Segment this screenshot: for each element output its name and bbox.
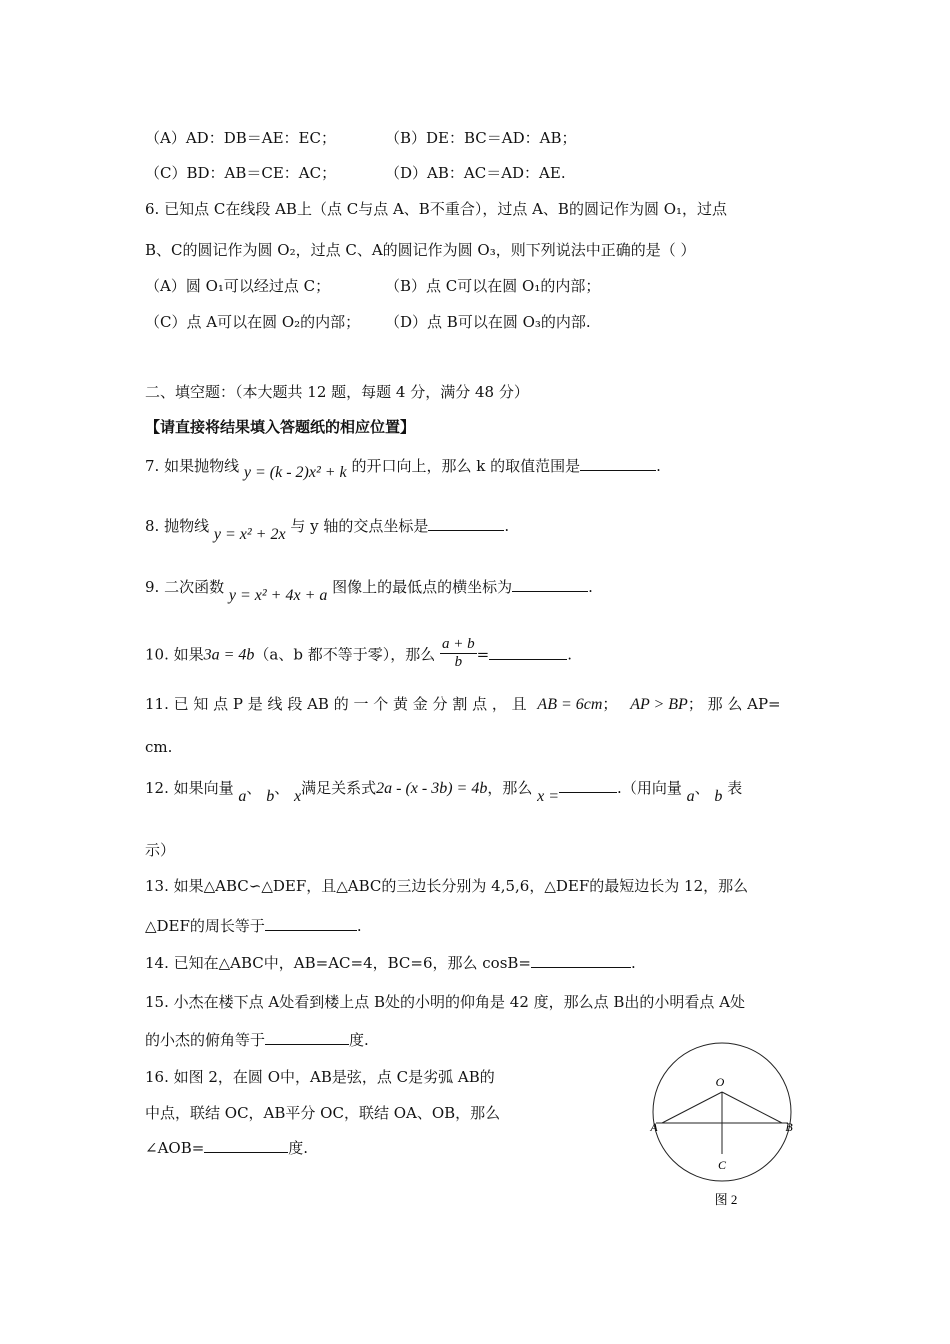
q12-formula: 2a - (x - 3b) = 4b (376, 780, 488, 797)
q8-suffix: 与 y 轴的交点坐标是 (290, 517, 429, 535)
q12-line2: 示） (145, 841, 176, 859)
q5-option-d: （D）AB：AC＝AD：AE. (385, 164, 566, 182)
q12-tail: 表 (727, 779, 743, 797)
q15-text: 的小杰的俯角等于 (145, 1031, 266, 1049)
q14 (145, 953, 636, 973)
q12-vector-a2: a (686, 788, 695, 805)
q5-option-a: （A）AD：DB＝AE：EC； (145, 129, 336, 147)
q8-formula: y = x² + 2x (213, 526, 286, 543)
q11-unit: cm. (145, 738, 173, 756)
q10-formula: 3a = 4b (203, 646, 255, 664)
q9-end: . (588, 578, 593, 596)
q12-dun3: 、 (694, 779, 710, 797)
q7-formula: y = (k - 2)x² + k (243, 464, 347, 481)
q11-separator: ； (602, 695, 618, 713)
q16-line2: 中点，联结 OC，AB平分 OC，联结 OA、OB，那么 (145, 1104, 501, 1122)
q15-line2 (145, 1030, 369, 1050)
q16-end: 度. (288, 1139, 309, 1157)
q13-answer-blank[interactable] (265, 916, 357, 931)
q11-tail: ； 那 么 AP= (687, 695, 781, 713)
q16-line1: 16. 如图 2，在圆 O中，AB是弦，点 C是劣弧 AB的 (145, 1068, 495, 1086)
label-a: A (650, 1120, 658, 1134)
section2-note: 【请直接将结果填入答题纸的相应位置】 (145, 418, 416, 436)
q8 (145, 516, 510, 543)
q6-stem-line2: B、C的圆记作为圆 O₂，过点 C、A的圆记作为圆 O₃，则下列说法中正确的是（ ） (145, 241, 696, 259)
q6-stem-line1: 6. 已知点 C在线段 AB上（点 C与点 A、B不重合），过点 A、B的圆记作为圆 O₁，过点 (145, 200, 728, 218)
section2-title: 二、填空题：（本大题共 12 题，每题 4 分，满分 48 分） (145, 383, 529, 401)
q5-option-b: （B）DE：BC＝AD：AB； (385, 129, 577, 147)
q13-end: . (356, 917, 362, 935)
q9-formula: y = x² + 4x + a (228, 587, 328, 604)
q11 (145, 694, 781, 715)
q5-option-c: （C）BD：AB＝CE：AC； (145, 164, 337, 182)
q10-fraction (440, 636, 477, 671)
q10-fraction-denominator: b (454, 654, 463, 670)
q12-vector-a: a (238, 788, 247, 805)
q7-answer-blank[interactable] (580, 456, 656, 471)
q9-answer-blank[interactable] (512, 577, 588, 592)
q16-line3 (145, 1138, 308, 1158)
q14-text: 14. 已知在△ABC中，AB=AC=4，BC=6，那么 cosB= (145, 954, 531, 972)
q9-prefix: 9. 二次函数 (145, 578, 225, 596)
q10-equals: = (476, 645, 490, 664)
figure-caption: 图 2 (714, 1192, 738, 1207)
q11-formula-ap-bp: AP > BP (630, 696, 688, 713)
q11-formula-ab: AB = 6cm (537, 696, 603, 713)
q7-suffix: 的开口向上，那么 k 的取值范围是 (351, 457, 581, 475)
q9 (145, 577, 593, 604)
q16-answer-blank[interactable] (204, 1138, 288, 1153)
q15-answer-blank[interactable] (265, 1030, 349, 1045)
q6-option-c: （C）点 A可以在圆 O₂的内部； (145, 313, 361, 331)
q14-answer-blank[interactable] (531, 953, 631, 968)
q12-prefix: 12. 如果向量 (145, 779, 234, 797)
q10-answer-blank[interactable] (489, 645, 567, 660)
q10-end: . (567, 645, 573, 664)
q6-option-d: （D）点 B可以在圆 O₃的内部. (385, 313, 591, 331)
q12-answer-blank[interactable] (559, 778, 617, 793)
q10-fraction-numerator: a + b (442, 636, 475, 652)
q13-text: △DEF的周长等于 (145, 917, 265, 935)
q12-vector-x: x (294, 788, 302, 805)
q8-prefix: 8. 抛物线 (145, 517, 210, 535)
q11-stem: 11. 已 知 点 P 是 线 段 AB 的 一 个 黄 金 分 割 点 ， 且 (145, 695, 527, 713)
q7 (145, 456, 661, 481)
label-o: O (715, 1075, 725, 1089)
q12-vector-b: b (266, 788, 275, 805)
q8-end: . (504, 517, 510, 535)
q13-line2 (145, 916, 362, 936)
segment-oa (662, 1092, 722, 1123)
q6-option-a: （A）圆 O₁可以经过点 C； (145, 277, 331, 295)
q12-middle: 满足关系式 (301, 779, 377, 797)
q12 (145, 778, 743, 805)
q12-dun1: 、 (246, 779, 262, 797)
q10-middle: （a、b 都不等于零），那么 (254, 645, 436, 664)
q10-prefix: 10. 如果 (145, 645, 204, 664)
label-b: B (785, 1120, 793, 1134)
figure-2-circle-diagram (640, 1030, 800, 1220)
q7-prefix: 7. 如果抛物线 (145, 457, 240, 475)
q6-option-b: （B）点 C可以在圆 O₁的内部； (385, 277, 601, 295)
q12-dun2: 、 (274, 779, 290, 797)
label-c: C (717, 1158, 727, 1172)
q12-then: ，那么 (487, 779, 533, 797)
q14-end: . (631, 954, 636, 972)
segment-ob (722, 1092, 782, 1123)
q15-line1: 15. 小杰在楼下点 A处看到楼上点 B处的小明的仰角是 42 度，那么点 B出的小明看点 A处 (145, 993, 746, 1011)
q13-line1: 13. 如果△ABC∽△DEF，且△ABC的三边长分别为 4,5,6，△DEF的最短边长为 12，那么 (145, 877, 749, 895)
q12-post: .（用向量 (617, 779, 682, 797)
q8-answer-blank[interactable] (428, 516, 504, 531)
q10 (145, 638, 572, 673)
q9-suffix: 图像上的最低点的横坐标为 (332, 578, 513, 596)
q16-angle: ∠AOB= (145, 1139, 205, 1157)
q7-end: . (656, 457, 661, 475)
q12-vector-b2: b (714, 788, 723, 805)
q12-x-equals: x = (537, 788, 560, 805)
q15-end: 度. (349, 1031, 369, 1049)
